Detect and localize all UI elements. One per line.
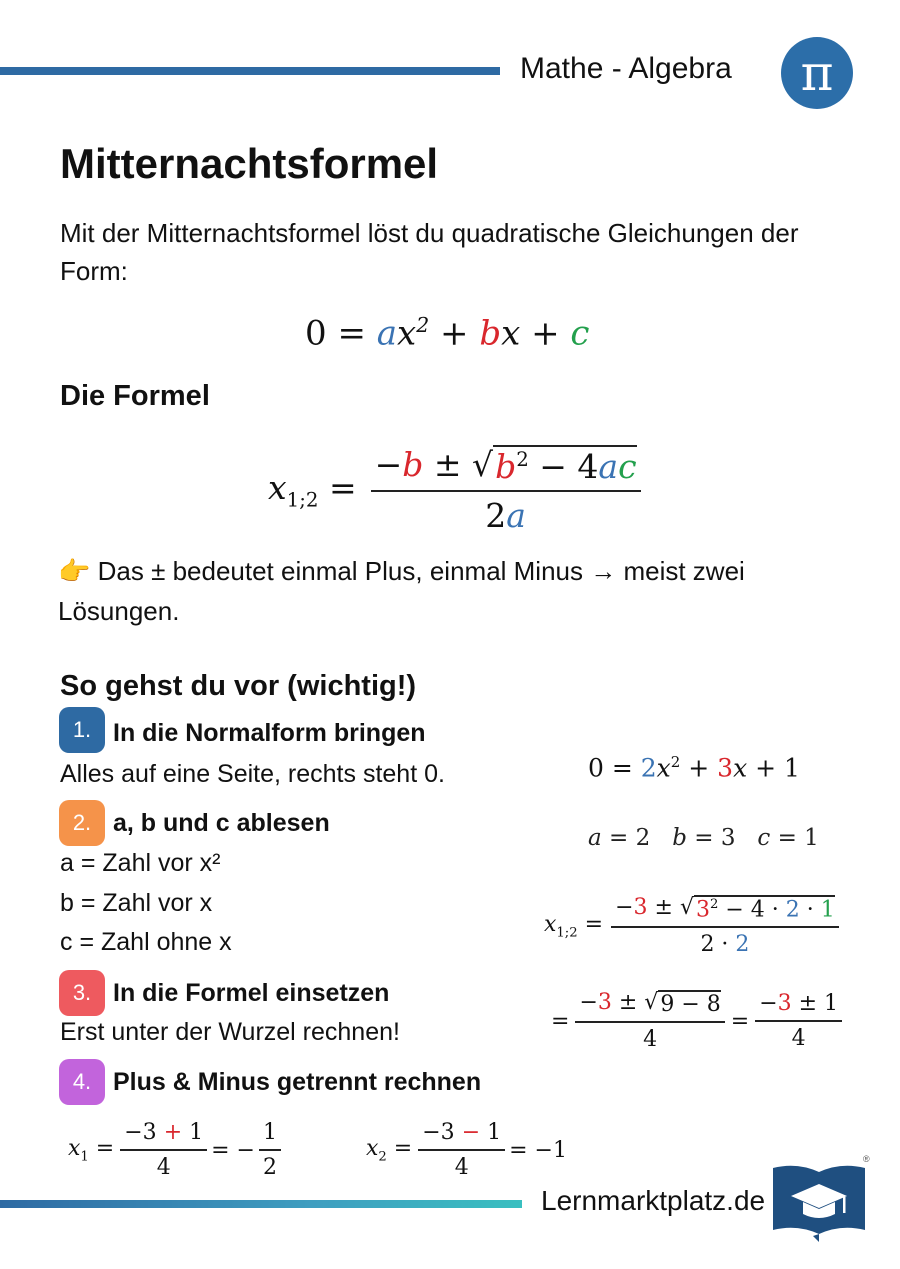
step-3-title: In die Formel einsetzen — [113, 979, 390, 1007]
step-3-text: Erst unter der Wurzel rechnen! — [60, 1018, 400, 1046]
midnight-formula: $x_{1;2}$ = −b ± √ $b^2 - 4ac$ 2a — [268, 445, 641, 535]
solution-x1: $x_1$ = $\frac{-3 + 1}{4}$ = − $\frac{1}{2}$ — [68, 1120, 281, 1180]
solution-x2: $x_2$ = $\frac{-3 - 1}{4}$ = −1 — [366, 1120, 567, 1180]
step-4-title: Plus & Minus getrennt rechnen — [113, 1068, 482, 1096]
page-title: Mitternachtsformel — [60, 140, 439, 187]
step-2-badge: 2. — [59, 800, 105, 846]
step-3-badge: 3. — [59, 970, 105, 1016]
formula-heading: Die Formel — [60, 380, 210, 412]
pointing-hand-icon: 👉 — [58, 556, 91, 586]
step-2-line-b: b = Zahl vor x — [60, 889, 213, 917]
subject-label: Mathe - Algebra — [520, 52, 732, 85]
example-simplified: = −3 ± √ 9 − 8 4 = $\frac{-3 \pm 1}{4}$ — [551, 990, 842, 1052]
step-1-badge: 1. — [59, 707, 105, 753]
step-1-text: Alles auf eine Seite, rechts steht 0. — [60, 760, 445, 788]
example-normal-form: $0 = 2x^2 + 3x + 1$ — [588, 753, 800, 783]
site-name: Lernmarktplatz.de — [541, 1185, 766, 1216]
book-graduation-cap-icon — [771, 1160, 867, 1242]
note-text: Das ± bedeutet einmal Plus, einmal Minus → meist zwei Lösungen. — [58, 556, 745, 626]
step-4-badge: 4. — [59, 1059, 105, 1105]
formula-note — [58, 551, 858, 631]
registered-mark: ® — [863, 1154, 870, 1164]
step-2-line-a: a = Zahl vor x² — [60, 849, 221, 877]
pi-symbol: π — [800, 44, 834, 102]
step-2-line-c: c = Zahl ohne x — [60, 928, 232, 956]
intro-text: Mit der Mitternachtsformel löst du quadratische Gleichungen der Form: — [60, 218, 799, 286]
footer-accent-bar — [0, 1200, 522, 1208]
example-coefficients: a = 2 b = 3 c = 1 — [588, 825, 819, 851]
example-substituted: $x_{1;2}$ = −3 ± √ $3^2 - 4 \cdot 2 \cdot 1$ 2 · 2 — [544, 895, 839, 957]
header-accent-bar — [0, 67, 500, 75]
step-1-title: In die Normalform bringen — [113, 719, 426, 747]
general-equation: $0 = ax^2$ + bx + c — [305, 313, 590, 354]
step-2-title: a, b und c ablesen — [113, 809, 330, 837]
pi-icon — [781, 37, 853, 109]
steps-heading: So gehst du vor (wichtig!) — [60, 670, 417, 702]
